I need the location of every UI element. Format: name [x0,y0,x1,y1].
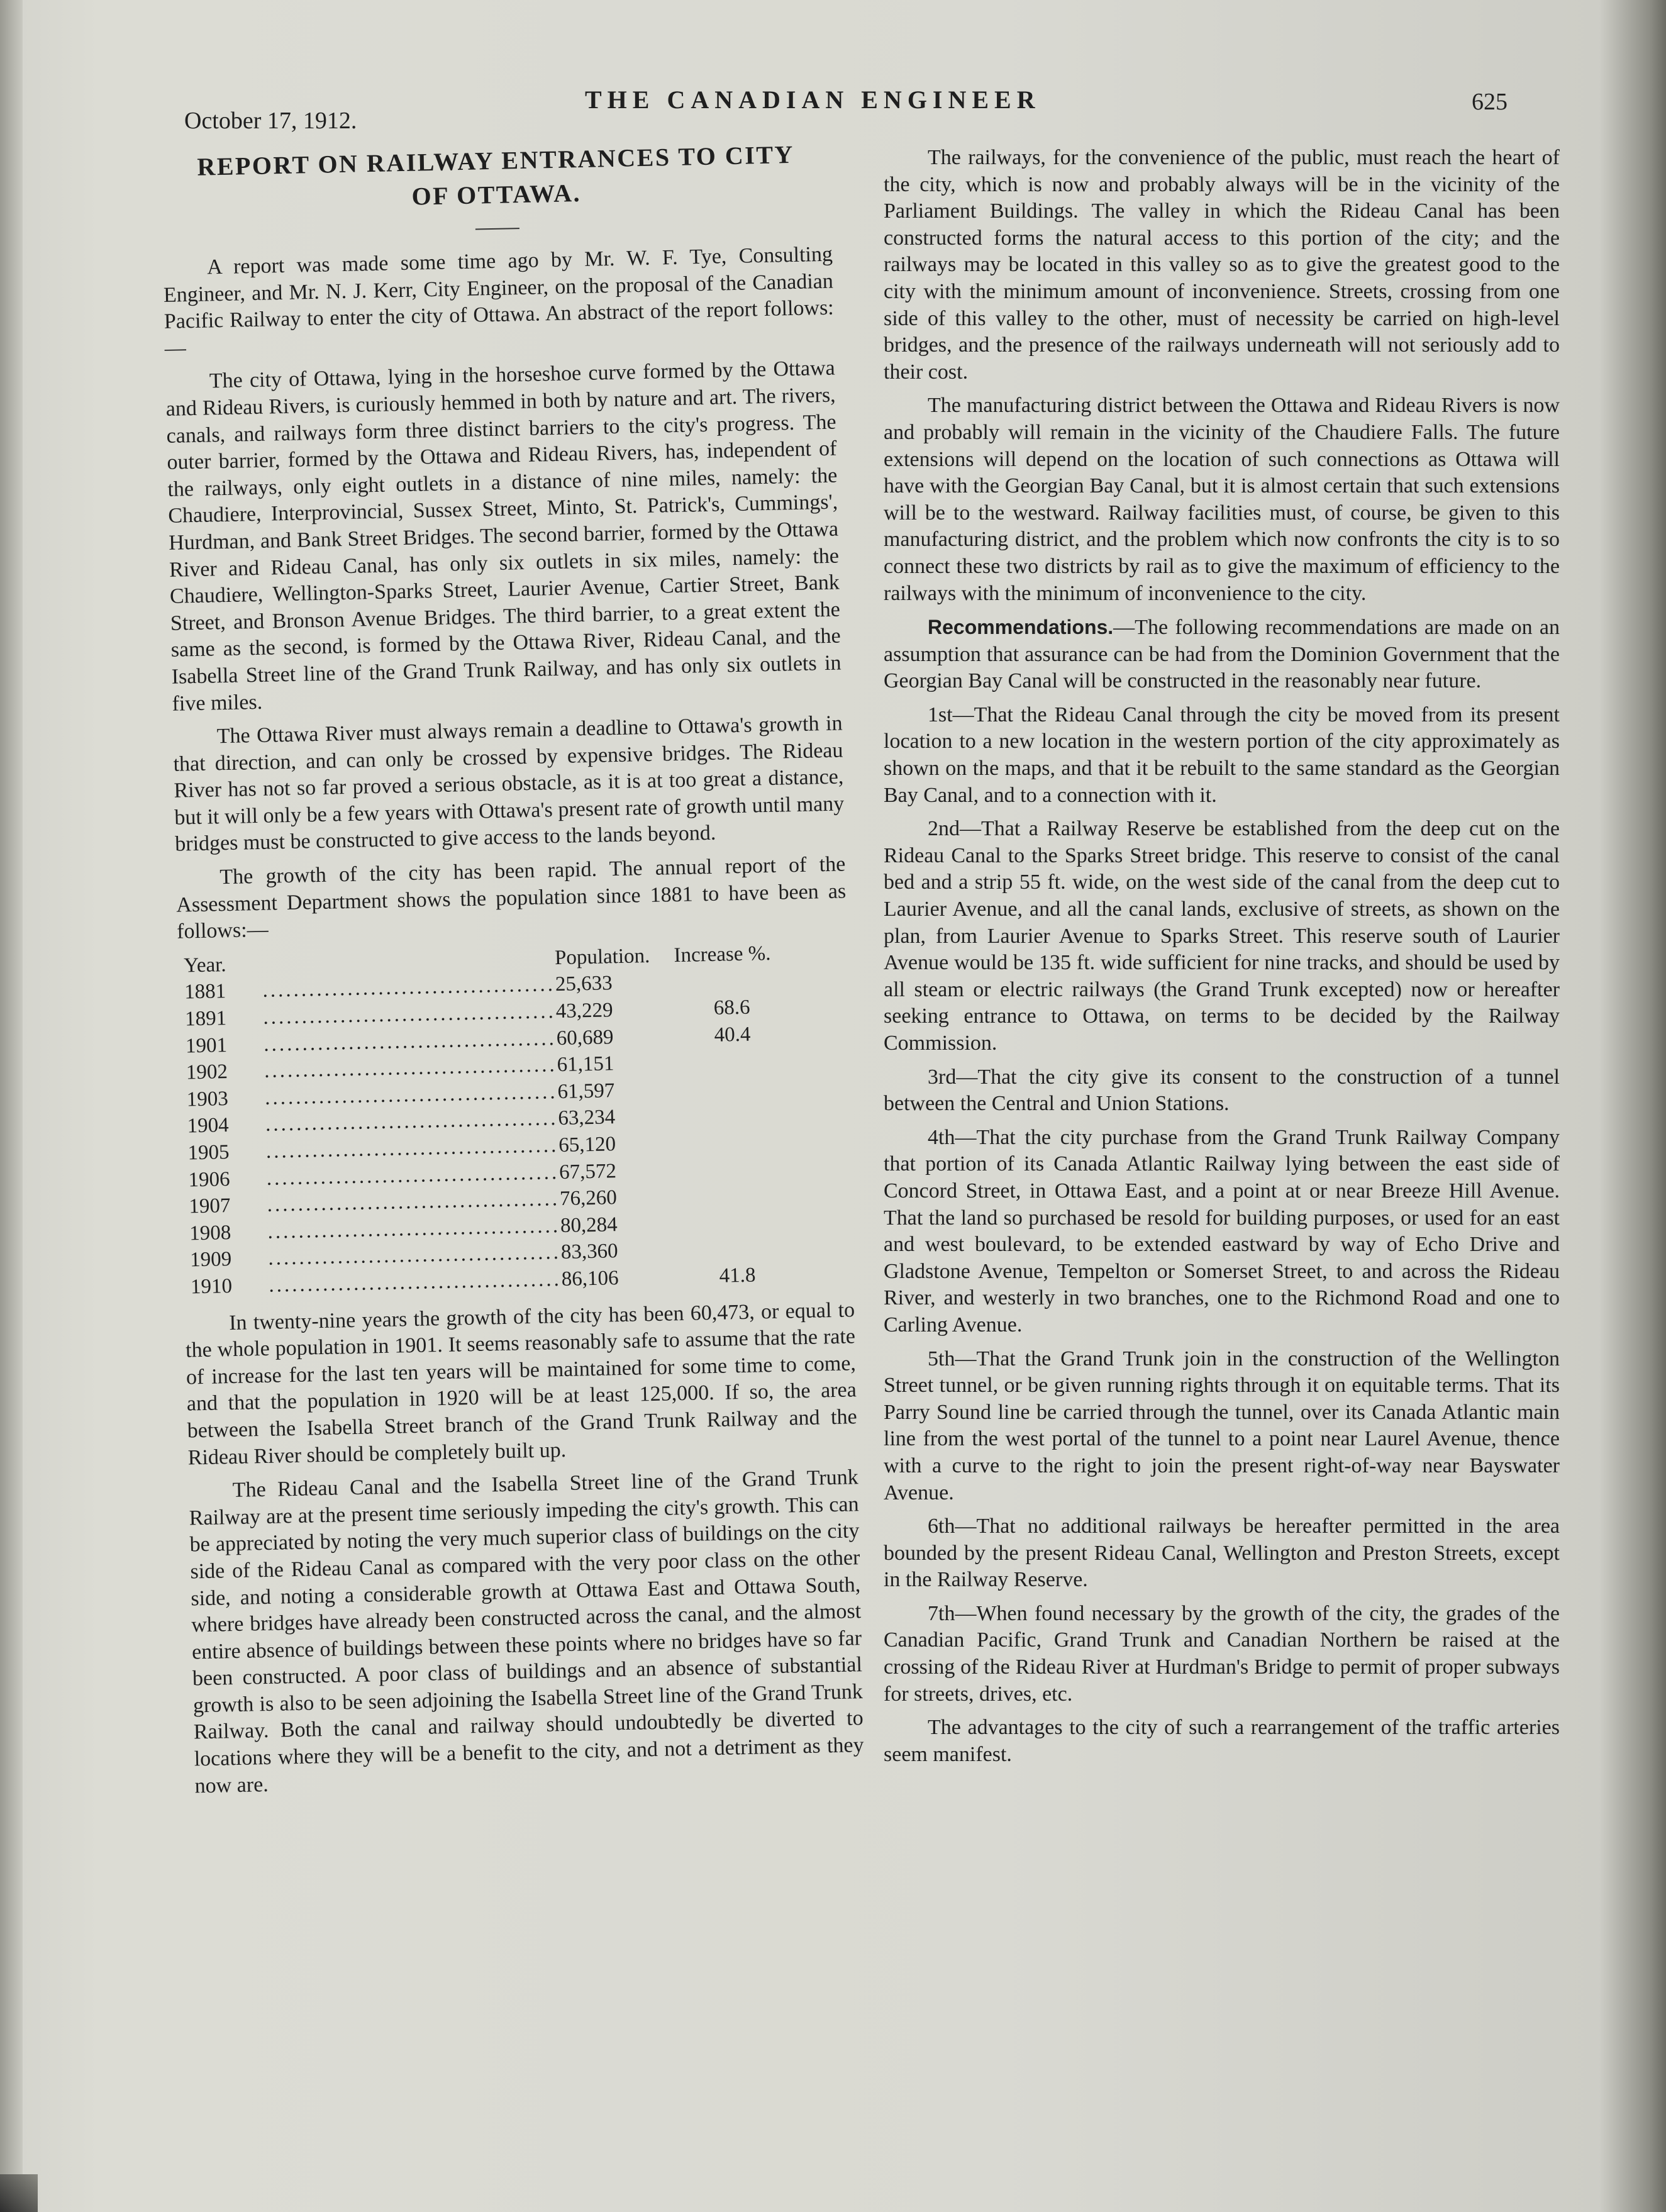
year-cell: 1891 [184,1007,227,1031]
binding-shadow [0,0,23,2212]
increase-cell: 68.6 [713,996,750,1020]
increase-cell [676,1047,790,1076]
year-cell: 1881 [184,980,226,1004]
leader-dots: ...................................... [267,1214,561,1243]
year-cell: 1902 [186,1060,228,1084]
population-cell: 83,360 [560,1240,618,1264]
leader-dots: ...................................... [267,1187,560,1216]
population-cell: 60,689 [556,1025,614,1050]
year-cell: 1909 [189,1248,232,1272]
page-corner-shadow [0,2174,38,2212]
recommendations-heading: Recommendations. [928,616,1114,639]
header-population: Population. [554,944,650,969]
recommendations-intro [884,614,1560,695]
population-cell: 80,284 [560,1213,618,1237]
paragraph: The city of Ottawa, lying in the horseshoe curve formed by the Ottawa and Rideau Rivers, is curiously hemmed in both by nature and art. The rivers, canals, and railways form three distinct barriers to the city's progress. The outer barrier, formed by the Ottawa and Rideau Rivers, has, independent of the railways, only eight outlets in a distance of nine miles, namely: the Chaudiere, Interprovincial, Sussex Street, Minto, St. Patrick's, Cummings', Hurdman, and Bank Street Bridges. The second barrier, formed by the Ottawa River and Rideau Canal, has only six outlets in six miles, namely: the Chaudiere, Wellington-Sparks Street, Laurier Avenue, Cartier Street, Bank Street, and Bronson Avenue Bridges. The third barrier, to a great extent the same as the second, is formed by the Ottawa River, Rideau Canal, and the Isabella Street line of the Grand Trunk Railway, and has only six outlets in five miles. [165,356,841,716]
recommendations-intro-text: —The following recommendations are made on an assumption that assurance can be had from the Dominion Government that the Georgian Bay Canal will be constructed in the reasonably near future. [884,616,1560,693]
recommendation-item: 2nd—That a Railway Reserve be established from the deep cut on the Rideau Canal to the Sparks Street bridge. This reserve to consist of the canal bed and a strip 55 ft. wide, on the west side of the canal from the deep cut to Laurier Avenue, and all the canal lands, exclusive of streets, as shown on the plan, from Laurier Avenue to Sparks Street. This reserve south of Laurier Avenue would be 135 ft. wide sufficient for nine tracks, and should be used by all steam or electric railways (the Grand Trunk excepted) now or hereafter seeking entrance to Ottawa, on terms to be decided by the Railway Commission. [884,817,1560,1055]
header-increase: Increase %. [674,942,771,967]
population-cell: 43,229 [555,999,613,1023]
increase-cell [677,1127,791,1156]
year-cell: 1906 [188,1167,230,1192]
title-rule [475,228,519,230]
increase-cell [679,1208,793,1237]
year-cell: 1904 [187,1114,230,1138]
paragraph: The railways, for the convenience of the public, must reach the heart of the city, which is now and probably always will be in the vicinity of the Parliament Buildings. The valley in which the Rideau Canal has been constructed forms the natural access to this portion of the city; and the railways may be located in this valley so as to give the greatest good to the city with the minimum amount of inconvenience. Streets, crossing from one side of this valley to the other, must of necessity be carried on high-level bridges, and the presence of the railways underneath will not seriously add to their cost. [884,146,1560,384]
leader-dots: ...................................... [268,1241,562,1270]
population-cell: 65,120 [558,1133,616,1157]
leader-dots: ...................................... [263,1026,557,1056]
year-cell: 1907 [188,1194,231,1218]
population-cell: 63,234 [558,1106,616,1130]
increase-cell [678,1154,792,1183]
right-column [884,145,1560,1775]
year-cell: 1905 [187,1141,230,1165]
leader-dots: ...................................... [263,1000,557,1029]
recommendation-item: 7th—When found necessary by the growth of the city, the grades of the Canadian Pacific, Grand Trunk and Canadian Northern be raised at the crossing of the Rideau River at Hurdman's Bridge to permit of proper subways for streets, drives, etc. [884,1601,1560,1706]
recommendation-item: 4th—That the city purchase from the Grand Trunk Railway Company that portion of its Canada Atlantic Railway lying between the east side of Concord Street, in Ottawa East, and a point at or near Breeze Hill Avenue. That the land so purchased be resold for building purposes, or used for an east and west boulevard, to be extended eastward by way of Echo Drive and Gladstone Avenue, Tempelton or Somerset Street, to and across the Rideau River, and westerly in two branches, one to the Richmond Road and one to Carling Avenue. [884,1125,1560,1337]
left-column [160,131,865,1807]
year-cell: 1908 [189,1221,231,1245]
recommendation-item: 6th—That no additional railways be hereafter permitted in the area bounded by the present Rideau Canal, Wellington and Preston Streets, except in the Railway Reserve. [884,1514,1560,1592]
population-cell: 25,633 [555,972,613,996]
year-cell: 1903 [186,1087,229,1111]
increase-cell [679,1181,792,1210]
leader-dots: ...................................... [265,1107,558,1137]
paragraph: The Ottawa River must always remain a deadline to Ottawa's growth in that direction, and can only be crossed by expensive bridges. The Rideau River has not so far proved a serious obstacle, as it is at too great a distance, but it will only be a few years with Ottawa's present rate of growth until many bridges must be constructed to give access to the lands beyond. [173,711,845,857]
paragraph: In twenty-nine years the growth of the city has been 60,473, or equal to the whole population in 1901. It seems reasonably safe to assume that the rate of increase for the last ten years will be maintained for some time to come, and that the population in 1920 will be at least 125,000. If so, the area between the Isabella Street branch of the Grand Trunk Railway and the Rideau River should be completely built up. [185,1298,857,1470]
issue-date: October 17, 1912. [184,108,357,134]
leader-dots: ...................................... [268,1268,562,1297]
leader-dots: ...................................... [264,1053,558,1083]
increase-cell [677,1074,791,1103]
journal-title: THE CANADIAN ENGINEER [585,86,1041,114]
paragraph: The Rideau Canal and the Isabella Street line of the Grand Trunk Railway are at the present time seriously impeding the city's growth. This can be appreciated by noting the very much superior class of buildings on the city side of the Rideau Canal as compared with the very poor class on the other side, and noting a considerable growth at Ottawa East and Ottawa South, where bridges have already been constructed across the canal, and the almost entire absence of buildings between these points where no bridges have so far been constructed. A poor class of buildings and an absence of substantial growth is also to be seen adjoining the Isabella Street line of the Grand Trunk Railway. Both the canal and railway should undoubtedly be diverted to locations where they will be a benefit to the city, and not a detriment as they now are. [189,1465,864,1798]
recommendation-item: 3rd—That the city give its consent to the construction of a tunnel between the Central and Union Stations. [884,1065,1560,1116]
leader-dots: ...................................... [264,1080,558,1109]
increase-cell: 41.8 [719,1264,756,1287]
recommendation-item: 1st—That the Rideau Canal through the city be moved from its present location to a new location in the western portion of the city approximately as shown on the maps, and that it be rebuilt to the same standard as the Georgian Bay Canal, and to a connection with it. [884,703,1560,807]
increase-cell [677,1101,791,1130]
population-cell: 67,572 [558,1159,617,1184]
population-cell: 61,597 [557,1079,615,1103]
year-cell: 1901 [185,1033,228,1058]
paragraph: The growth of the city has been rapid. The annual report of the Assessment Department shows the population since 1881 to have been as follows:— [175,852,847,943]
leader-dots: ...................................... [262,973,556,1003]
header-year: Year. [183,953,226,977]
increase-cell [674,967,788,996]
paragraph: A report was made some time ago by Mr. W. F. Tye, Consulting Engineer, and Mr. N. J. Kerr, City Engineer, on the proposal of the Canadian Pacific Railway to enter the city of Ottawa. An abstract of the report follows:— [163,242,835,360]
population-cell: 76,260 [559,1186,618,1211]
increase-cell [680,1235,794,1264]
population-table-body [184,967,794,1301]
recommendation-item: 5th—That the Grand Trunk join in the construction of the Wellington Street tunnel, or be given running rights through it on equitable terms. That its Parry Sound line be carried through the tunnel, over its Canada Atlantic main line from the west portal of the tunnel to a point near Laurel Avenue, thence with a curve to the right to join the present right-of-way near Bayswater Avenue. [884,1347,1560,1504]
article-title: REPORT ON RAILWAY ENTRANCES TO CITY OF OTTAWA. [196,140,795,211]
population-cell: 86,106 [561,1267,619,1291]
population-cell: 61,151 [557,1052,614,1077]
running-header [0,82,1666,132]
increase-cell: 40.4 [714,1023,751,1047]
leader-dots: ...................................... [266,1160,560,1190]
closing-paragraph: The advantages to the city of such a rearrangement of the traffic arteries seem manifest. [884,1716,1560,1766]
year-cell: 1910 [190,1274,233,1299]
paragraph: The manufacturing district between the Ottawa and Rideau Rivers is now and probably will remain in the vicinity of the Chaudiere Falls. The future extensions will depend on the location of such connections as Ottawa will have with the Georgian Bay Canal, but it is almost certain that such extensions will be to the westward. Railway facilities must, of course, be given to this manufacturing district, and the problem which now confronts the city is to so connect these two districts by rail as to give the maximum of efficiency to the railways with the minimum of inconvenience to the city. [884,394,1560,605]
population-table [184,940,794,1301]
page-number: 625 [1472,89,1508,115]
leader-dots: ...................................... [265,1134,559,1163]
